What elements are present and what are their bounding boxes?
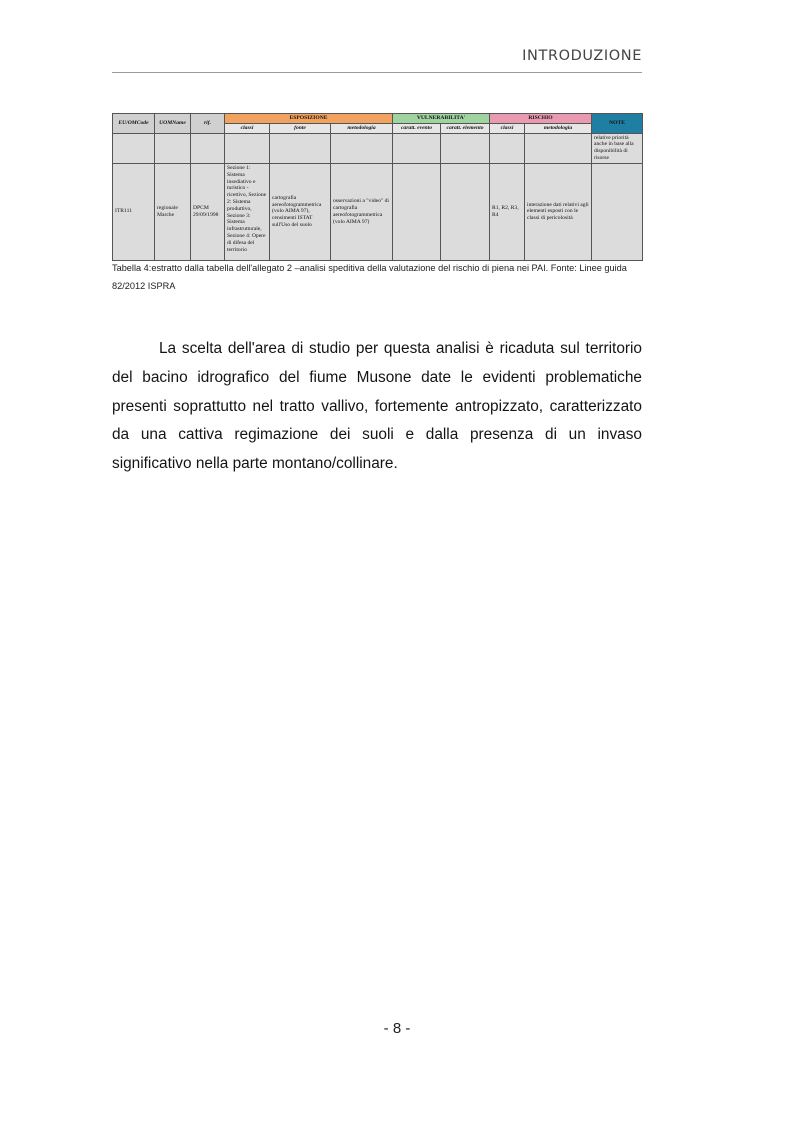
group-header-rischio: RISCHIO	[490, 114, 592, 124]
table-row	[113, 133, 643, 163]
table-caption: Tabella 4:estratto dalla tabella dell'allegato 2 –analisi speditiva della valutazione del rischio di piena nei PAI. Fonte: Linee guida 82/2012 ISPRA	[112, 263, 627, 291]
col-header-uomname: UOMName	[155, 114, 191, 134]
col-header-caratt-evento: caratt. evento	[393, 123, 441, 133]
table-group-header-row	[113, 114, 643, 124]
table-row	[113, 163, 643, 260]
group-header-vulnerabilita: VULNERABILITA'	[393, 114, 490, 124]
body-paragraph: La scelta dell'area di studio per questa analisi è ricaduta sul territorio del bacino idrografico del fiume Musone date le evidenti problematiche presenti soprattutto nel tratto vallivo, fortemente antropizzato, caratterizzato da una cattiva regimazione dei suoli e dalla presenza di un invaso significativo nella parte montano/collinare.	[112, 340, 642, 472]
pai-risk-table	[112, 113, 643, 261]
col-header-fonte: fonte	[270, 123, 331, 133]
cell-classi: Sezione 1: Sistema insediativo e turistico - ricettivo, Sezione 2: Sistema produttivo, Sezione 3: Sistema infrastrutturale, Sezione 4: Opere di difesa del territorio	[225, 163, 270, 260]
running-header-title: INTRODUZIONE	[522, 48, 642, 64]
cell-rischio-metodologia: interazione dati relativi agli elementi esposti con le classi di pericolosità	[525, 163, 592, 260]
col-header-rischio-classi: classi	[490, 123, 525, 133]
group-header-note: NOTE	[592, 114, 643, 134]
cell-metodologia: osservazioni a "video" di cartografia aereofotogrammetrica (volo AIMA 97)	[331, 163, 393, 260]
cell-rif: DPCM 29/09/1998	[191, 163, 225, 260]
page-number: - 8 -	[383, 1020, 411, 1037]
cell-note-data	[592, 163, 643, 260]
header-divider	[112, 72, 642, 73]
cell-fonte: cartografia aereofotogrammetrica (volo AIMA 97), censimenti ISTAT sull'Uso del suolo	[270, 163, 331, 260]
col-header-caratt-elemento: caratt. elemento	[441, 123, 490, 133]
cell-caratt-elemento	[441, 163, 490, 260]
group-header-esposizione: ESPOSIZIONE	[225, 114, 393, 124]
cell-uomname: regionale Marche	[155, 163, 191, 260]
cell-euomcode: ITR111	[113, 163, 155, 260]
cell-caratt-evento	[393, 163, 441, 260]
col-header-rif: rif.	[191, 114, 225, 134]
col-header-metodologia: metodologia	[331, 123, 393, 133]
col-header-rischio-metodologia: metodologia	[525, 123, 592, 133]
col-header-classi: classi	[225, 123, 270, 133]
cell-note: relative priorità anche in base alla disponibilità di risorse	[592, 133, 643, 163]
cell-rischio-classi: R1, R2, R3, R4	[490, 163, 525, 260]
col-header-euomcode: EU/OMCode	[113, 114, 155, 134]
